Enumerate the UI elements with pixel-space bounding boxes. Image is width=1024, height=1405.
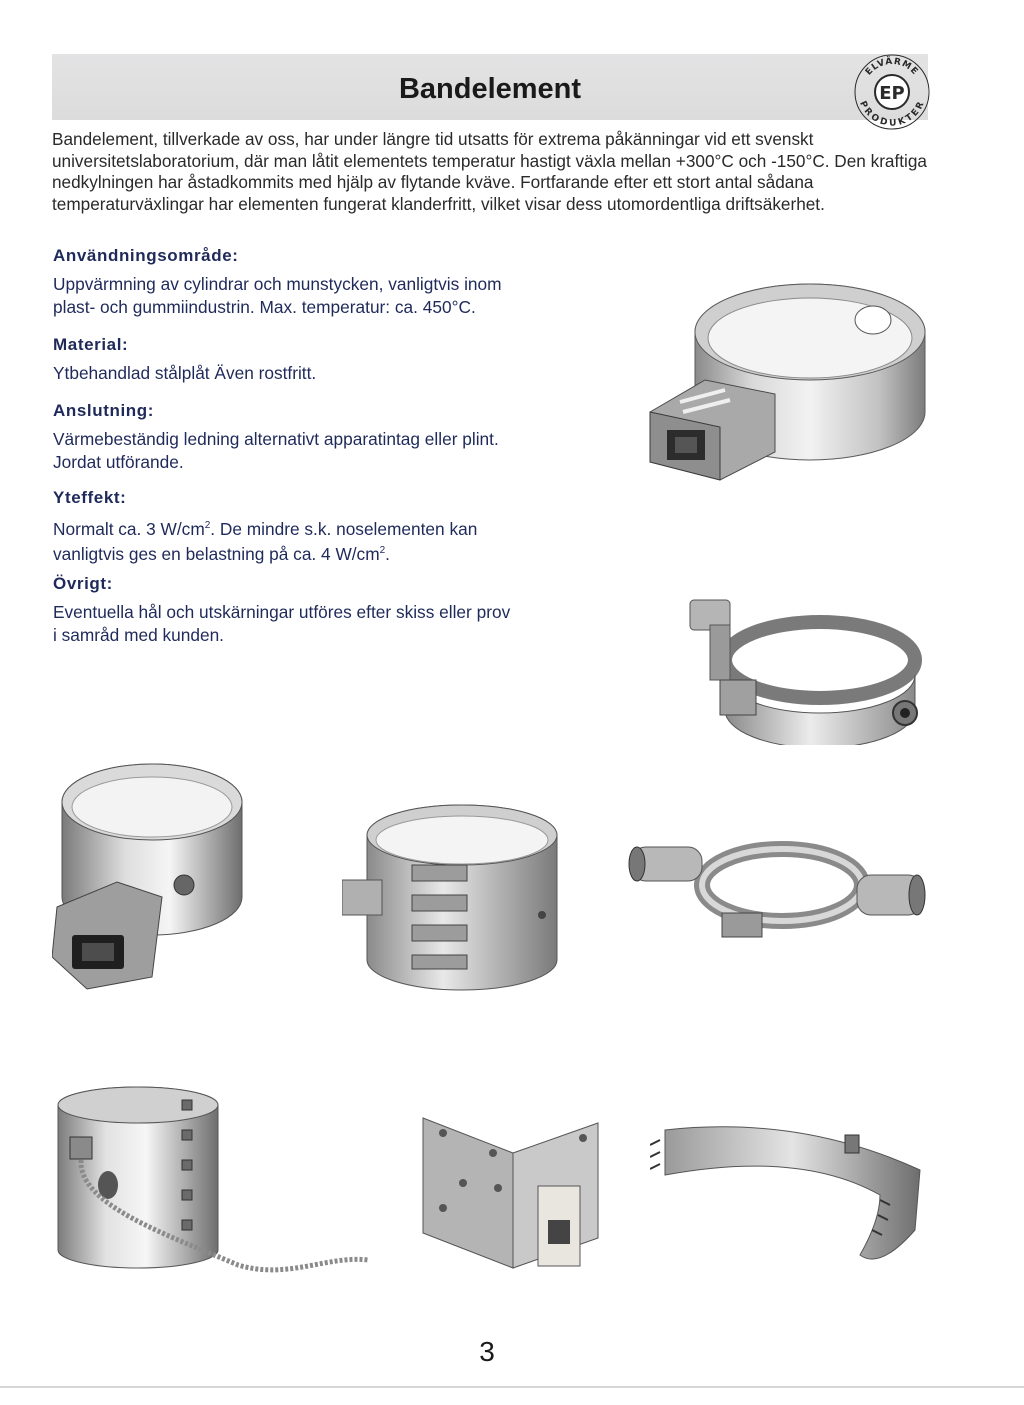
power-text: vanligtvis ges en belastning på ca. 4 W/cm <box>53 544 380 565</box>
section-usage <box>53 245 573 318</box>
section-text: Ytbehandlad stålplåt Även rostfritt. <box>53 363 317 383</box>
section-text <box>53 540 573 565</box>
product-photo-clamp-ring-connector <box>680 585 930 745</box>
product-photo-ring-two-connectors <box>622 825 932 965</box>
page-number: 3 <box>479 1336 495 1367</box>
section-text: Eventuella hål och utskärningar utföres efter skiss eller prov <box>53 602 511 622</box>
product-photo-curved-band-segment <box>650 1120 930 1270</box>
power-text: Normalt ca. 3 W/cm <box>53 518 205 539</box>
section-power <box>53 487 573 566</box>
power-text: . <box>385 544 390 565</box>
section-heading: Användningsområde: <box>53 246 239 265</box>
svg-text:EP: EP <box>879 83 905 104</box>
section-heading: Yteffekt: <box>53 488 127 507</box>
svg-text:ELVÄRME: ELVÄRME <box>863 56 921 78</box>
intro-paragraph: Bandelement, tillverkade av oss, har under längre tid utsatts för extrema påkänningar vid ett svenskt universitetslaboratorium, där man låtit elementets temperatur hastigt växla mellan +300°C och -150°C. Den kraftiga nedkylningen har åstadkommits med hjälp av flytande kväve. Fortfarande efter ett stort antal sådana temperaturväxlingar har elementen fungerat klanderfritt, vilket visar dess utomordentliga driftsäkerhet. <box>52 129 927 214</box>
product-photo-u-bracket-inlet <box>418 1108 603 1273</box>
product-photo-cylinder-heater-armoured-cable <box>48 1085 378 1285</box>
section-text: i samråd med kunden. <box>53 624 224 645</box>
section-heading: Material: <box>53 335 129 354</box>
product-photo-band-heater-terminal-box <box>645 262 935 487</box>
section-material <box>53 334 573 385</box>
power-text: . De mindre s.k. noselementen kan <box>210 518 478 539</box>
svg-text:PRODUKTER: PRODUKTER <box>857 99 927 129</box>
elvarme-produkter-logo <box>852 52 932 132</box>
section-text: Värmebeständig ledning alternativt apparatintag eller plint. <box>53 429 499 449</box>
product-photo-nozzle-heater-inlet <box>52 757 262 992</box>
superscript: 2 <box>204 520 211 531</box>
section-heading: Anslutning: <box>53 401 155 420</box>
section-text: plast- och gummiindustrin. Max. temperatur: ca. 450°C. <box>53 296 476 317</box>
section-connection <box>53 400 573 473</box>
page-title: Bandelement <box>398 73 582 105</box>
section-text <box>53 515 573 540</box>
section-other <box>53 573 573 646</box>
product-photo-split-band-hinges <box>342 800 572 1000</box>
superscript: 2 <box>379 545 386 557</box>
section-heading: Övrigt: <box>53 574 113 593</box>
section-text: Uppvärmning av cylindrar och munstycken, vanligtvis inom <box>53 274 502 294</box>
section-text: Jordat utförande. <box>53 451 184 472</box>
footer-divider <box>0 1386 1024 1388</box>
